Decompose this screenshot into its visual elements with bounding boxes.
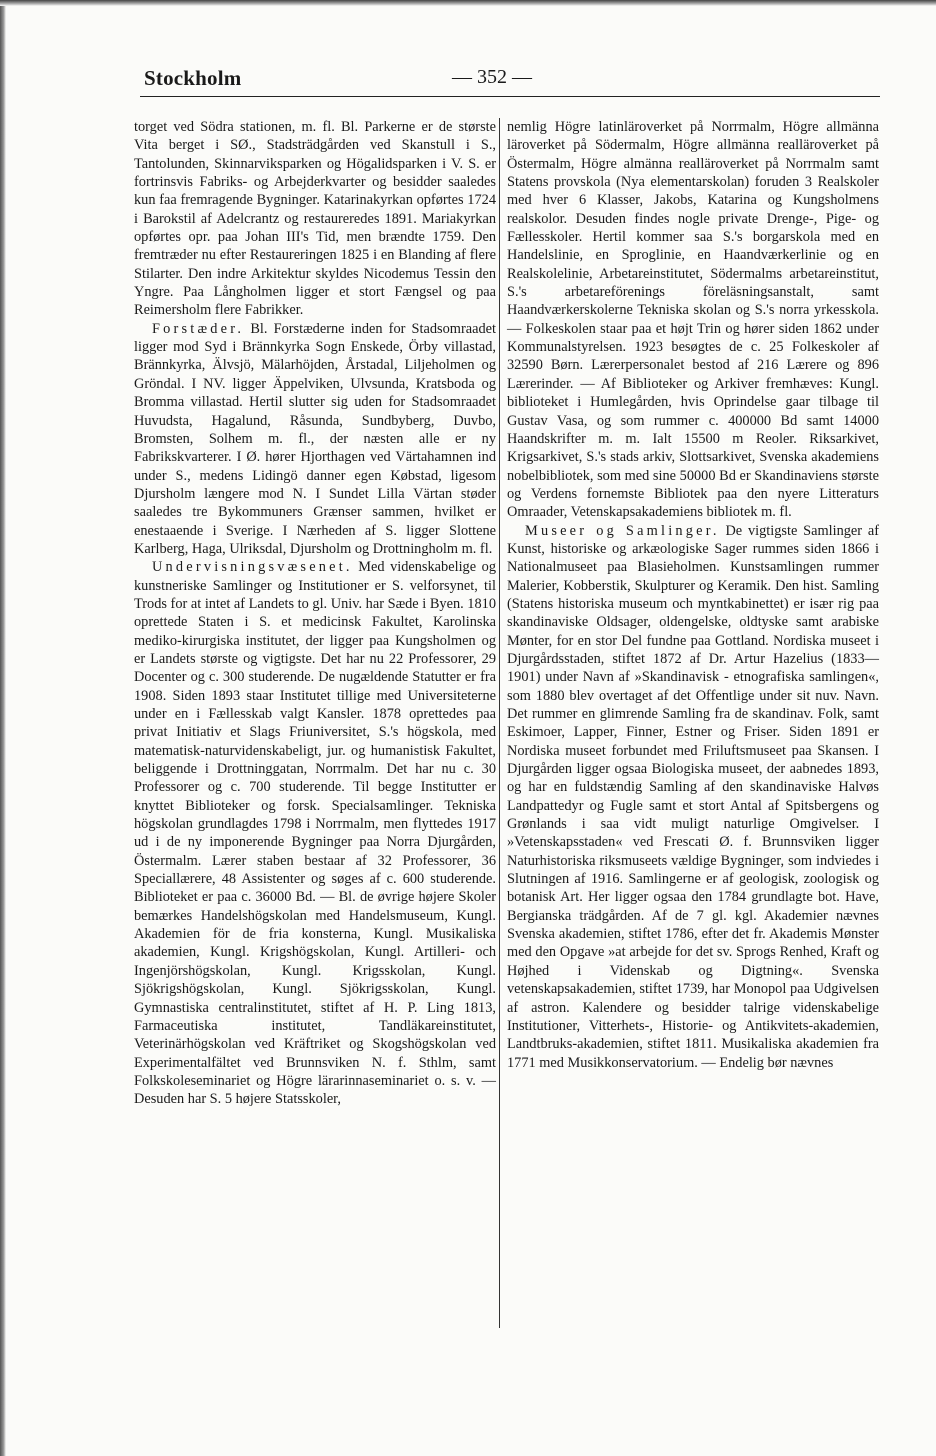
paragraph-text: torget ved Södra stationen, m. fl. Bl. Parkerne er de største Vita berget i SØ., Stadsträdgården ved Skanstull i S., Tantolunden, Skinnarviksparken og Högalidsparken i V. S. er fortrinsvis Fabriks- og Arbejderkvarter og besidder saaledes kun faa fremragende Bygninger. Katarinakyrkan opførtes 1724 i Barokstil af Adelcrantz og restaureredes 1891. Mariakyrkan opførtes opr. paa Johan III's Tid, men brændte 1759. Den fremtræder nu efter Restaureringen 1825 i en Blanding af flere Stilarter. Den indre Arkitektur skyldes Nicodemus Tessin den Yngre. Paa Långholmen ligger et stort Fængsel og paa Reimersholm flere Fabrikker.	[134, 119, 496, 319]
paragraph-text: nemlig Högre latinläroverket på Norrmalm, Högre allmänna läroverket på Södermalm, Högre allmänna realläroverket på Östermalm, Högre almänna realläroverket på Norrmalm samt Statens provskola (Nya elementarskolan) foruden 3 Realskoler med hver 6 Klasser, Jakobs, Katarina og Kungsholmens realskolor. Desuden findes nogle private Drenge-, Pige- og Fællesskoler. Hertil kommer saa S.'s borgarskola med en Handelslinie, en Sproglinie, en Haandværkerlinie og en Realskolelinie, Arbetareinstitutet, Södermalms arbetareinstitut, S.'s arbetareförenings föreläsningsanstalt, samt Haandværkerskolerne Tekniska skolan og S.'s norra yrkesskola. — Folkeskolen staar paa et højt Trin og hører siden 1862 under Kommunalstyrelsen. 1923 besøgtes de c. 25 Folkeskoler af 32590 Børn. Lærerpersonalet bestod af 216 Lærere og 896 Lærerinder. — Af Biblioteker og Arkiver fremhæves: Kungl. biblioteket i Humlegården, hvis Oprindelse gaar tilbage til Gustav Vasa, og som rummer c. 400000 Bd samt 14000 Haandskrifter m. m. Ialt 15500 m Reoler. Riksarkivet, Krigsarkivet, S.'s stads arkiv, Slottsarkivet, Svenska akademiens nobelbibliotek, som med sine 50000 Bd er Skandinaviens største og Verdens fornemste Bibliotek paa den nyere Litteraturs Omraader, Vetenskapsakademiens bibliotek m. fl.	[507, 119, 879, 521]
paragraph	[134, 558, 496, 1108]
paragraph-text: De vigtigste Samlinger af Kunst, historiske og arkæologiske Sager rummes siden 1866 i Nationalmuseet paa Blasieholmen. Kunstsamlingen rummer Malerier, Kobberstik, Skulpturer og Keramik. Den hist. Samling (Statens historiska museum och myntkabinettet) er især rig paa skandinaviske Oldsager, oldengelske, oldtyske samt arabiske Mønter, for en stor Del fundne paa Gottland. Nordiska museet i Djurgårdsstaden, stiftet 1872 af Dr. Artur Hazelius (1833—1901) under Navn af »Skandinavisk - etnografiska samlingen«, som 1880 blev overtaget af det Offentlige under sit nuv. Navn. Det rummer en glimrende Samling fra de skandinav. Folk, samt Eskimoer, Lapper, Finner, Estner og Friser. Siden 1891 er Nordiska museet forbundet med Friluftsmuseet paa Skansen. I Djurgården ligger ogsaa Biologiska museet, der aabnedes 1893, og har en fuldstændig Samling af den skandinaviske Halvøs Landpattedyr og Fugle samt et stort Antal af Spitsbergens og Grønlands i saa vidt muligt naturlige Omgivelser. I »Vetenskapsstaden« ved Frescati Ø. f. Brunnsviken ligger Naturhistoriska riksmuseets vældige Bygninger, som indviedes i Slutningen af 1916. Samlingerne er af geologisk, zoologisk og botanisk Art. Her ligger ogsaa den 1784 grundlagte bot. Have, Bergianska trädgården. Af de 7 gl. kgl. Akademier nævnes Svenska akademien, stiftet 1786, efter det fr. Akademis Mønster med den Opgave »at arbejde for det sv. Sprogs Renhed, Kraft og Højhed i Videnskab og Digtning«. Svenska vetenskapsakademien, stiftet 1739, har Monopol paa Udgivelsen af astron. Kalendere og besidder talrige videnskabelige Institutioner, Vitterhets-, Historie- og Antikvitets-akademien, Landtbruks-akademien, stiftet 1811. Musikaliska akademien fra 1771 med Musikkonservatorium. — Endelig bør nævnes	[507, 522, 879, 1071]
paragraph-text: Med videnskabelige og kunstneriske Samlinger og Institutioner er S. velforsynet, til Trods for at intet af Landets to gl. Univ. har Sæde i Byen. 1810 oprettede Staten i S. et medicinsk Fakultet, Karolinska mediko-kirurgiska institutet, der ligger paa Kungsholmen og er Landets største og vigtigste. Det har nu 22 Professorer, 29 Docenter og c. 300 studerende. De nugældende Statutter er fra 1908. Siden 1893 staar Institutet tillige med Universiteterne under en i Fællesskab valgt Kansler. 1878 oprettedes paa privat Initiativ et Slags Friuniversitet, S.'s högskola, med matematisk-naturvidenskabeligt, jur. og humanistisk Fakultet, beliggende i Drottninggatan, Norrmalm. Det har nu c. 30 Professorer og c. 700 studerende. Til begge Institutter er knyttet Biblioteker og forsk. Specialsamlinger. Tekniska högskolan grundlagdes 1798 i Norrmalm, men flyttedes 1917 ud i de ny imponerende Bygninger paa Norra Djurgården, Östermalm. Lærer staben bestaar af 32 Professorer, 36 Speciallærere, 48 Assistenter og søges af c. 600 studerende. Biblioteket er paa c. 36000 Bd. — Bl. de øvrige højere Skoler bemærkes Handelshögskolan med Handelsmuseum, Kungl. Akademien för de fria konsterna, Kungl. Musikaliska akademien, Kungl. Krigshögskolan, Kungl. Artilleri- och Ingenjörshögskolan, Kungl. Krigsskolan, Kungl. Sjökrigshögskolan, Kungl. Sjökrigsskolan, Kungl. Gymnastiska centralinstitutet, stiftet af H. P. Ling 1813, Farmaceutiska institutet, Tandläkareinstitutet, Veterinärhögskolan ved Kräftriket og Skogshögskolan ved Experimentalfältet ved Brunnsviken N. f. Sthlm, samt Folkskoleseminariet og Högre lärarinnaseminariet o. s. v. — Desuden har S. 5 højere Statsskoler,	[134, 559, 496, 1108]
column-divider	[499, 118, 500, 1328]
page-header	[140, 62, 878, 96]
scan-edge-left	[0, 0, 6, 1456]
running-title: Stockholm	[144, 66, 242, 90]
paragraph	[134, 118, 496, 320]
paragraph-text: Bl. Forstæderne inden for Stadsomraadet ligger mod Syd i Brännkyrka Sogn Enskede, Örby villastad, Brännkyrka, Älvsjö, Mälarhöjden, Årstadal, Liljeholmen og Gröndal. I NV. ligger Äppelviken, Ulvsunda, Kratsboda og Bromma villastad. Hertil slutter sig uden for Stadsomraadet Huvudsta, Hagalund, Råsunda, Sundbyberg, Duvbo, Bromsten, Solhem m. fl., der næsten alle er ny Fabrikskvarterer. I Ø. hører Hjorthagen ved Värtahamnen ind under S., medens Lidingö danner egen Købstad, ligesom Djursholm længere mod N. I Sundet Lilla Värtan støder saaledes tre Bykommuners Grænser sammen, hvilket er enestaaende i Sverige. I Nærheden af S. ligger Slottene Karlberg, Haga, Ulriksdal, Djursholm og Drottningholm m. fl.	[134, 320, 496, 557]
page-number: — 352 —	[452, 66, 532, 88]
paragraph	[507, 118, 879, 522]
right-column	[507, 118, 879, 1072]
scan-edge-top	[0, 0, 936, 6]
paragraph	[507, 522, 879, 1072]
left-column	[134, 118, 496, 1109]
paragraph	[134, 320, 496, 558]
section-heading: Undervisningsvæsenet.	[152, 559, 353, 576]
section-heading: Museer og Samlinger.	[525, 522, 720, 539]
header-rule	[140, 96, 880, 97]
section-heading: Forstæder.	[152, 320, 245, 337]
